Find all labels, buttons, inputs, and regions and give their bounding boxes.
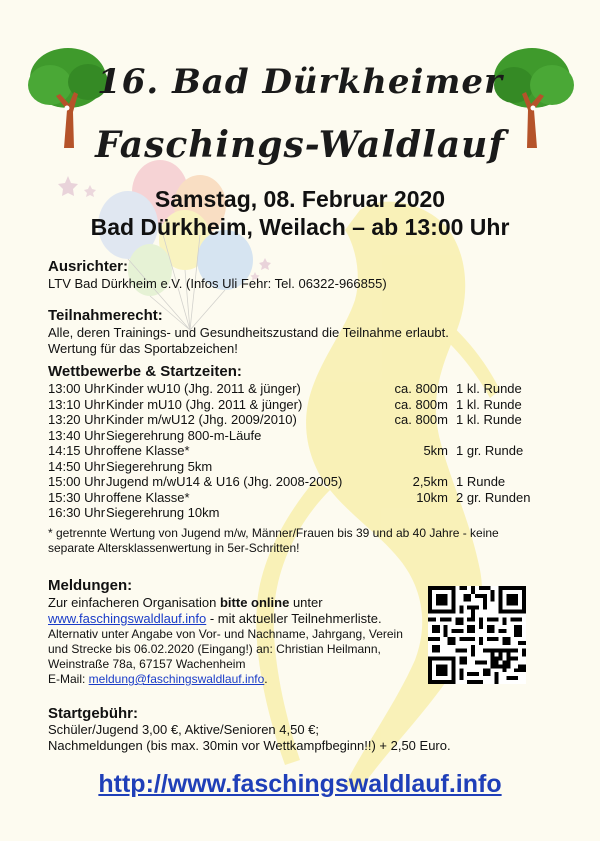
registration-text: unter [289,595,323,610]
schedule-time: 13:10 Uhr [48,396,106,412]
schedule-row [48,428,558,444]
schedule-event: Siegerehrung 5km [106,458,213,474]
schedule-row [48,397,558,413]
schedule-laps: 1 kl. Runde [456,412,522,427]
eligibility-line-2: Wertung für das Sportabzeichen! [48,341,238,356]
schedule-time: 14:50 Uhr [48,458,106,474]
email-link[interactable]: meldung@faschingswaldlauf.info [88,672,265,686]
website-url-link[interactable]: http://www.faschingswaldlauf.info [98,770,502,798]
website-link[interactable]: www.faschingswaldlauf.info [48,611,207,626]
event-place-time: Bad Dürkheim, Weilach – ab 13:00 Uhr [90,214,510,240]
schedule-distance: 2,5km [412,474,448,489]
schedule-event: offene Klasse* [106,443,190,458]
schedule-time: 13:00 Uhr [48,381,106,396]
eligibility-line-1: Alle, deren Trainings- und Gesundheitszustand die Teilnahme erlaubt. [48,325,449,340]
schedule-row [48,474,558,490]
qr-code-icon[interactable] [428,586,526,684]
schedule-row [48,381,558,397]
schedule-laps: 1 Runde [456,474,506,489]
schedule-time: 15:00 Uhr [48,474,106,489]
schedule-distance: 5km [423,443,448,458]
registration-line-3: Alternativ unter Angabe von Vor- und Nachname, Jahrgang, Verein [48,627,403,641]
schedule-event: Jugend m/wU14 & U16 (Jhg. 2008-2005) [106,474,343,489]
schedule-row [48,505,558,521]
competitions-heading: Wettbewerbe & Startzeiten: [48,363,242,380]
website-footer [0,770,600,799]
title-line-1: 16. Bad Dürkheimer [97,62,503,102]
eligibility-heading: Teilnahmerecht: [48,307,163,324]
event-date: Samstag, 08. Februar 2020 [154,186,446,212]
registration-text: - mit aktueller Teilnehmerliste. [206,611,382,626]
schedule-row [48,490,558,506]
organizer-heading: Ausrichter: [48,258,129,275]
registration-line-1 [48,595,323,611]
schedule-distance: 10km [416,489,448,505]
fee-line-2: Nachmeldungen (bis max. 30min vor Wettkampfbeginn!!) + 2,50 Euro. [48,738,451,753]
schedule-distance: ca. 800m [394,381,448,396]
fee-line-1: Schüler/Jugend 3,00 €, Aktive/Senioren 4,50 €; [48,722,320,737]
schedule-time: 13:20 Uhr [48,412,106,427]
schedule-table [48,381,558,521]
schedule-time: 13:40 Uhr [48,427,106,443]
registration-line-5: Weinstraße 78a, 67157 Wachenheim [48,657,246,671]
email-suffix: . [264,672,268,686]
registration-bold: bitte online [219,595,290,610]
schedule-event: Kinder mU10 (Jhg. 2011 & jünger) [106,396,303,412]
schedule-event: Siegerehrung 10km [106,505,220,520]
schedule-time: 15:30 Uhr [48,489,106,505]
schedule-row [48,412,558,428]
schedule-event: Kinder wU10 (Jhg. 2011 & jünger) [106,381,301,396]
schedule-row [48,443,558,459]
organizer-text: LTV Bad Dürkheim e.V. (Infos Uli Fehr: Tel. 06322-966855) [48,276,387,291]
schedule-time: 16:30 Uhr [48,505,106,520]
schedule-distance: ca. 800m [394,396,448,412]
registration-line-4: und Strecke bis 06.02.2020 (Eingang!) an: Christian Heilmann, [48,642,381,656]
schedule-laps: 1 kl. Runde [456,381,522,396]
registration-text: Zur einfacheren Organisation [48,595,220,610]
schedule-distance: ca. 800m [394,412,448,427]
registration-line-2 [48,611,382,627]
schedule-row [48,459,558,475]
registration-email-line [48,672,268,688]
email-label: E-Mail: [48,672,89,686]
footnote-line-1: * getrennte Wertung von Jugend m/w, Männer/Frauen bis 39 und ab 40 Jahre - keine [48,526,499,540]
schedule-laps: 2 gr. Runden [456,489,531,505]
registration-heading: Meldungen: [48,577,133,594]
schedule-event: offene Klasse* [106,489,190,505]
schedule-event: Siegerehrung 800-m-Läufe [106,427,262,443]
schedule-event: Kinder m/wU12 (Jhg. 2009/2010) [106,412,297,427]
fee-heading: Startgebühr: [48,705,138,722]
footnote-line-2: separate Altersklassenwertung in 5er-Schritten! [48,541,300,555]
schedule-laps: 1 kl. Runde [456,396,522,412]
schedule-laps: 1 gr. Runde [456,443,524,458]
title-line-2: Faschings-Waldlauf [95,124,505,166]
schedule-time: 14:15 Uhr [48,443,106,458]
